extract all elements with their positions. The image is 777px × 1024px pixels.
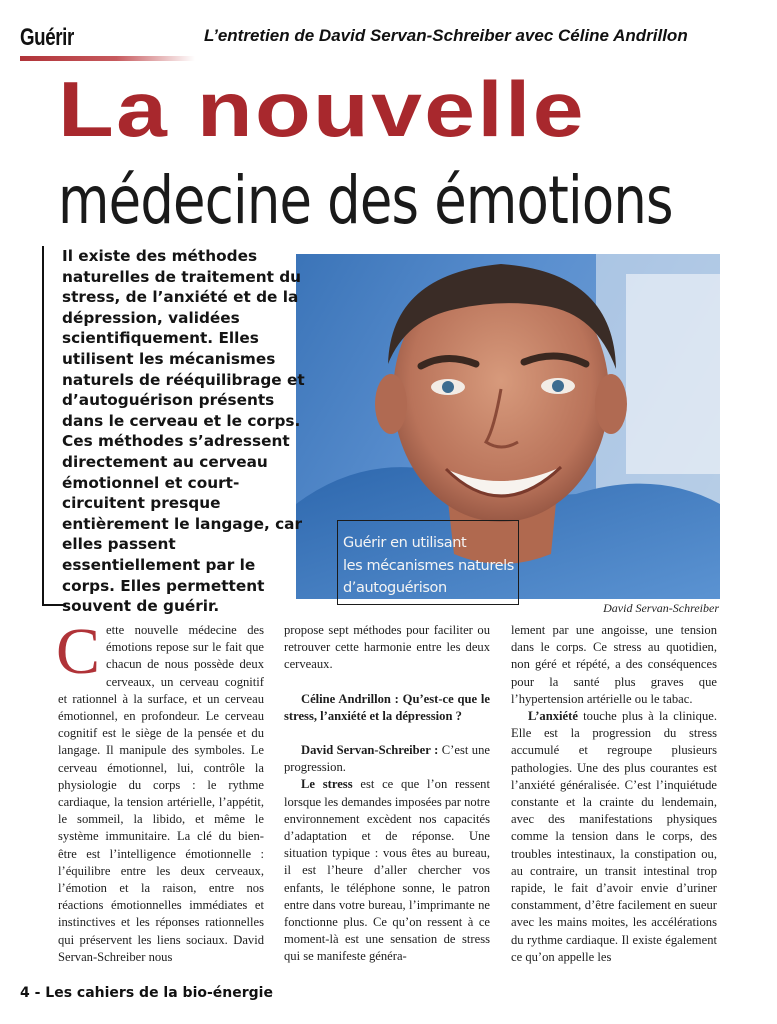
caption-line: Guérir en utilisant [343,535,467,551]
interview-heading: L’entretien de David Servan-Schreiber avec Céline Andrillon [204,26,688,45]
caption-line: les mécanismes naturels [343,557,514,574]
drop-cap: C [56,615,101,688]
column-3-paragraph: lement par une angoisse, une tension dans le corps. Ce stress au quotidien, non géré et répété, a des conséquences pour la santé plus graves que l’hypertension artérielle ou le tabac. [511,623,717,706]
intro-lead: Il existe des méthodes naturelles de traitement du stress, de l’anxiété et de la dépression, validées scientifiquement. Elles utilisent les mécanismes naturels de rééquilibrage et d’autoguérison présents dans le cerveau et le corps. Ces méthodes s’adressent directement au cerveau émotionnel et court-circuitent presque entièrement le langage, car elles passent essentiellement par le corps. Elles permettent souvent de guérir. [42,246,312,606]
answer-start: C’est une progression. [284,743,490,775]
photo-caption [343,532,523,600]
interview-answer-intro [284,742,490,776]
anxiety-term: L’anxiété [528,709,578,724]
article-column-1 [56,615,264,966]
column-2-paragraph: propose sept méthodes pour faciliter ou retrouver cette harmonie entre les deux cerveaux. [284,623,490,672]
interview-question: Céline Andrillon : Qu’est-ce que le stress, l’anxiété et la dépression ? [284,691,490,723]
stress-paragraph [284,776,490,965]
stress-term: Le stress [301,777,353,792]
anxiety-paragraph [511,708,717,966]
title-line-1: La nouvelle [58,65,586,153]
photo-credit: David Servan-Schreiber [603,601,719,615]
speaker-name: David Servan-Schreiber : [301,743,439,758]
article-column-2 [284,622,490,966]
article-column-3 [511,622,717,966]
section-underline [20,56,195,61]
section-label: Guérir [20,24,74,51]
anxiety-text: touche plus à la clinique. Elle est la progression du stress accumulé et regroupe plusieurs pathologies. Une des plus courantes est l’anxiété généralisée. C’est l’inquiétude constante et la crainte du lendemain, avec des manifestations physiques comme la tension dans le corps, des troubles intestinaux, la constipation ou, au contraire, un transit intestinal trop rapide, le fait d’avoir envie d’uriner constamment, d’être facilement en sueur avec les mains moites, les accélérations du rythme cardiaque. Il existe également ce qu’on appelle les [511,709,717,964]
title-line-2: médecine des émotions [58,162,673,239]
column-1-text: ette nouvelle médecine des émotions repose sur le fait que chacun de nous possède deux cerveaux, un cerveau cognitif et rationnel à la surface, et un cerveau émotionnel, en profondeur. Le cerveau cognitif est le siège de la pensée et du langage. Il manipule des symboles. Le cerveau émotionnel, lui, contrôle la physiologie du corps : le rythme cardiaque, la tension artérielle, l’appétit, le sommeil, la libido, et même le système immunitaire. La clé du bien-être est l’intelligence émotionnelle : l’équilibre entre les deux cerveaux, l’émotion et la raison, entre nos réactions émotionnelles immédiates et instinctives et les réponses rationnelles qui préservent les liens sociaux. David Servan-Schreiber nous [58,623,264,964]
stress-text: est ce que l’on ressent lorsque les demandes imposées par notre environnement excèdent nos capacités d’adaptation et de réponse. Une situation typique : vous êtes au bureau, il est l’heure d’aller chercher vos enfants, le téléphone sonne, le patron entre dans votre bureau, l’imprimante ne fonctionne plus. Ce qu’on ressent à ce moment-là est une sensation de stress qui se manifeste généra- [284,777,490,964]
caption-line: d’autoguérison [343,580,447,596]
page-footer: 4 - Les cahiers de la bio-énergie [20,985,273,1001]
